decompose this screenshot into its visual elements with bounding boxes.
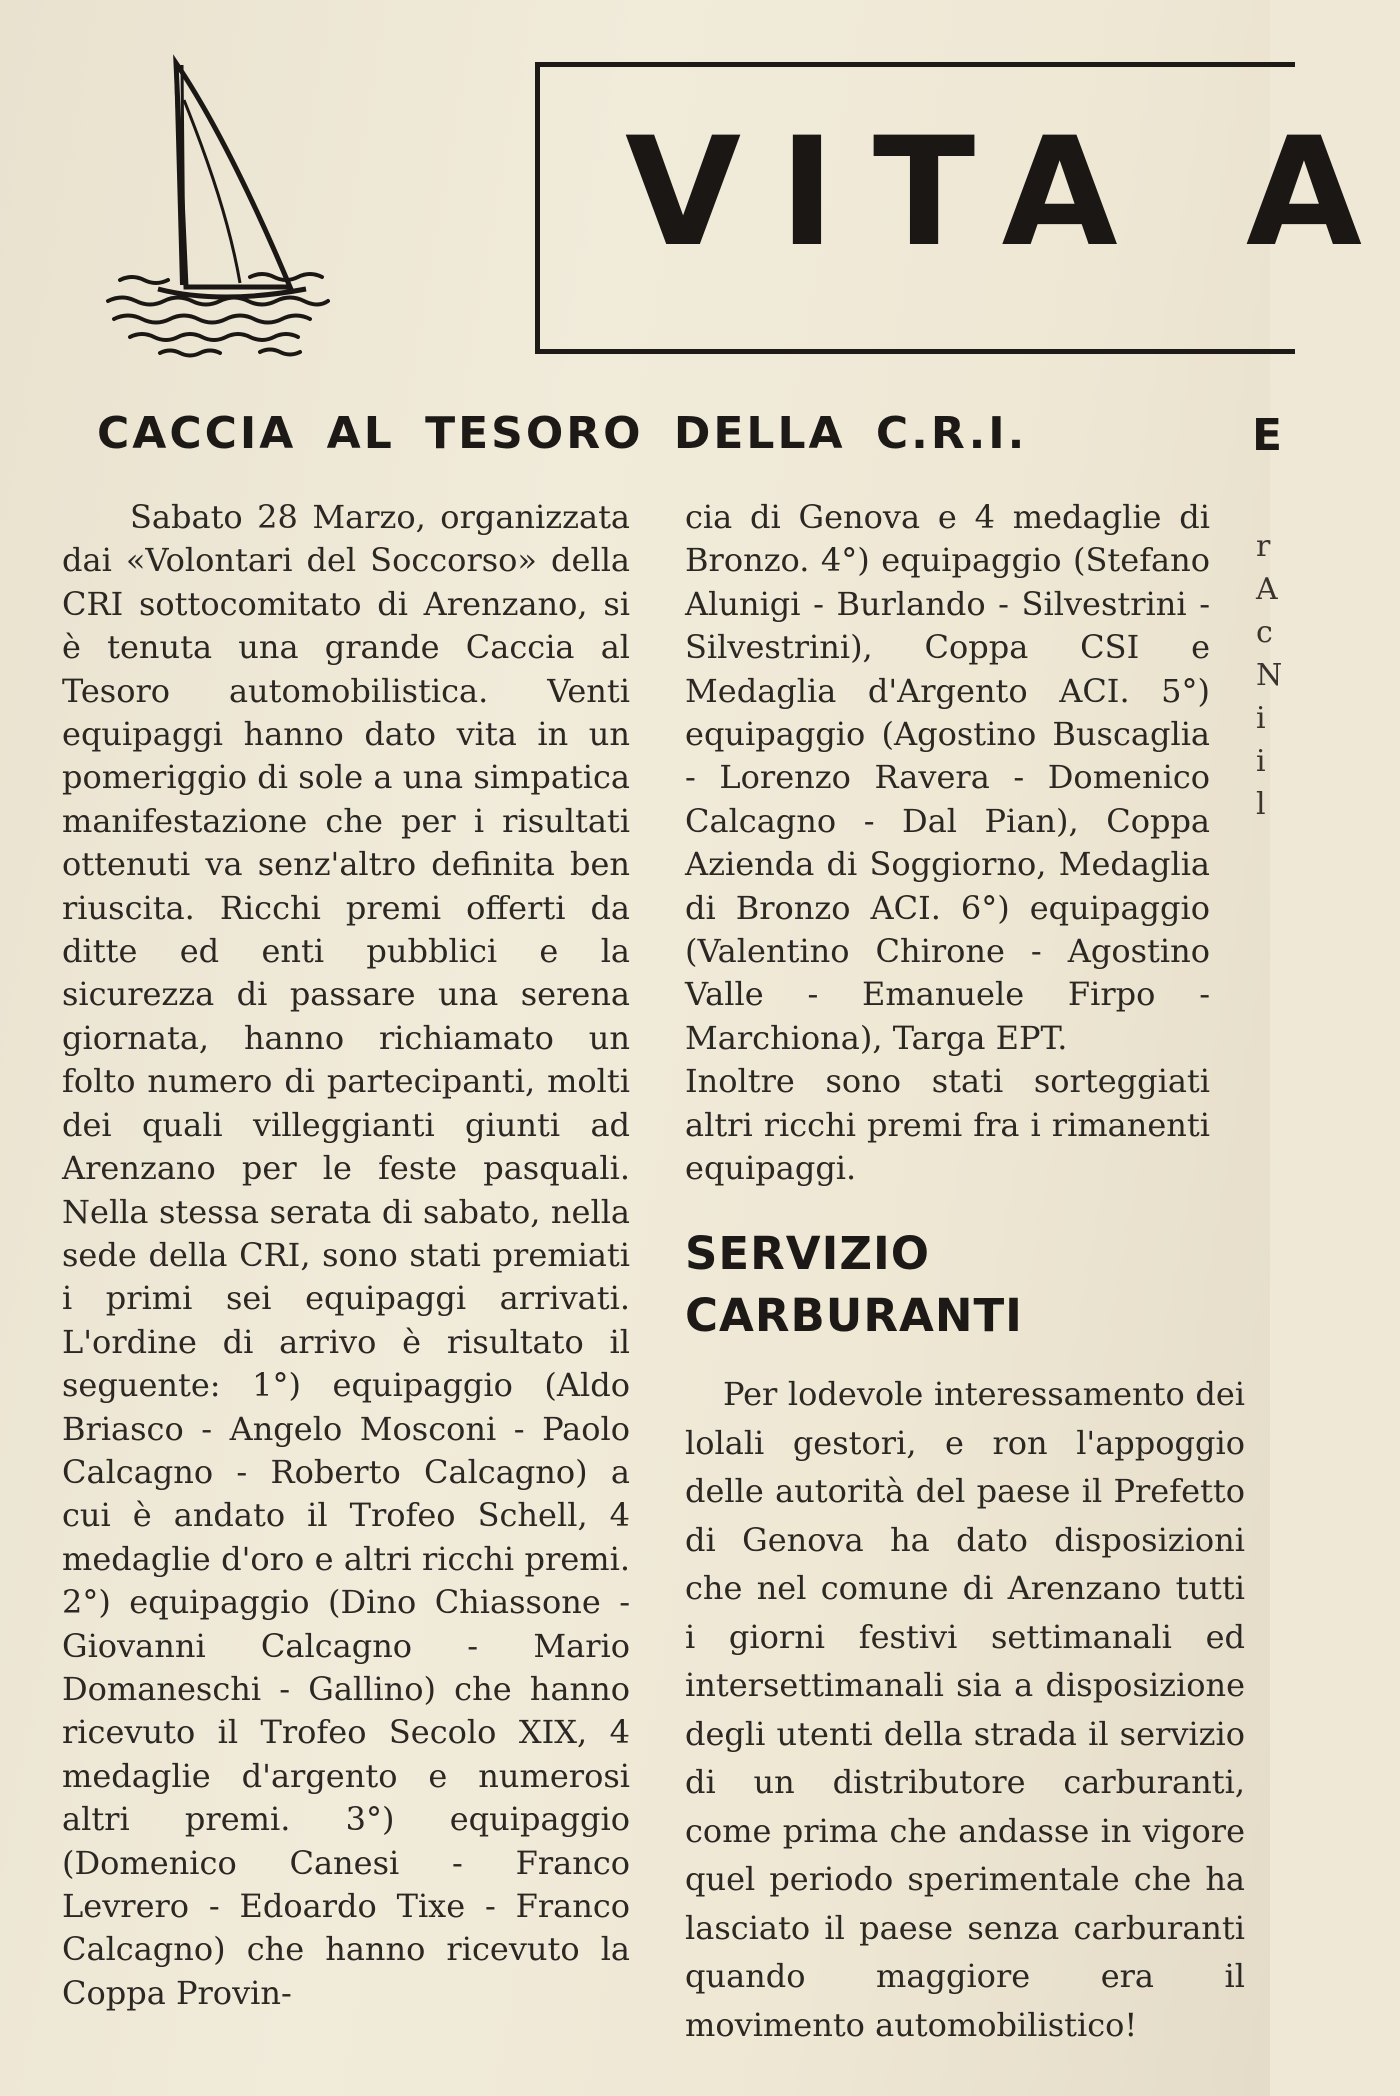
fragment: N <box>1256 658 1283 693</box>
fragment: r <box>1256 529 1271 564</box>
sailboat-icon <box>100 55 340 355</box>
cut-heading-letter: E <box>1252 410 1283 461</box>
fragment: i <box>1256 701 1266 736</box>
article-paragraph: Per lodevole interessamento dei lolali gestori, e ron l'appoggio delle autorità del paese il Prefetto di Genova ha dato disposizioni che nel comune di Arenzano tutti i giorni festivi settimanali ed intersettimanali sia a disposizione degli utenti della strada il servizio di un distributore carburanti, come prima che andasse in vigore quel periodo sperimentale che ha lasciato il paese senza carburanti quando maggiore era il movimento automobilistico! <box>685 1375 1245 2044</box>
fragment: l <box>1256 787 1266 822</box>
fragment: c <box>1256 615 1273 650</box>
subheading-line-1: SERVIZIO <box>685 1227 930 1280</box>
article-column-2 <box>685 496 1210 1191</box>
article-paragraph: Sabato 28 Marzo, organizzata dai «Volontari del Soccorso» della CRI sottocomitato di Arenzano, si è tenuta una grande Caccia al Tesoro automobilistica. Venti equipaggi hanno dato vita in un pomeriggio di sole a una simpatica manifestazione che per i risultati ottenuti va senz'altro definita ben riuscita. Ricchi premi offerti da ditte ed enti pubblici e la sicurezza di passare una serena giornata, hanno richiamato un folto numero di partecipanti, molti dei quali villeggianti giunti ad Arenzano per le feste pasquali. Nella stessa serata di sabato, nella sede della CRI, sono stati premiati i primi sei equipaggi arrivati. L'ordine di arrivo è risultato il seguente: 1°) equipaggio (Aldo Briasco - Angelo Mosconi - Paolo Calcagno - Roberto Calcagno) a cui è andato il Trofeo Schell, 4 medaglie d'oro e altri ricchi premi. 2°) equipaggio (Dino Chiassone - Giovanni Calcagno - Mario Domaneschi - Gallino) che hanno ricevuto il Trofeo Secolo XIX, 4 medaglie d'argento e numerosi altri premi. 3°) equipaggio (Domenico Canesi - Franco Levrero - Edoardo Tixe - Franco Calcagno) che hanno ricevuto la Coppa Provin- <box>62 498 630 2012</box>
article-paragraph: cia di Genova e 4 medaglie di Bronzo. 4°) equipaggio (Stefano Alunigi - Burlando - Silvestrini - Silvestrini), Coppa CSI e Medaglia d'Argento ACI. 5°) equipaggio (Agostino Buscaglia - Lorenzo Ravera - Domenico Calcagno - Dal Pian), Coppa Azienda di Soggiorno, Medaglia di Bronzo ACI. 6°) equipaggio (Valentino Chirone - Agostino Valle - Emanuele Firpo - Marchiona), Targa EPT. <box>685 498 1210 1057</box>
article-heading: CACCIA AL TESORO DELLA C.R.I. <box>97 408 1028 459</box>
article-column-1 <box>62 496 630 2015</box>
cut-column-fragments <box>1256 525 1283 826</box>
fragment: i <box>1256 744 1266 779</box>
article-paragraph-tail: Inoltre sono stati sorteggiati altri ricchi premi fra i rimanenti equipaggi. <box>685 1062 1210 1188</box>
fragment: A <box>1256 572 1278 607</box>
article-column-3 <box>685 1370 1245 2049</box>
subheading-line-2: CARBURANTI <box>685 1289 1023 1342</box>
subheading <box>685 1223 1023 1347</box>
page-title: VITA A <box>625 106 1400 280</box>
